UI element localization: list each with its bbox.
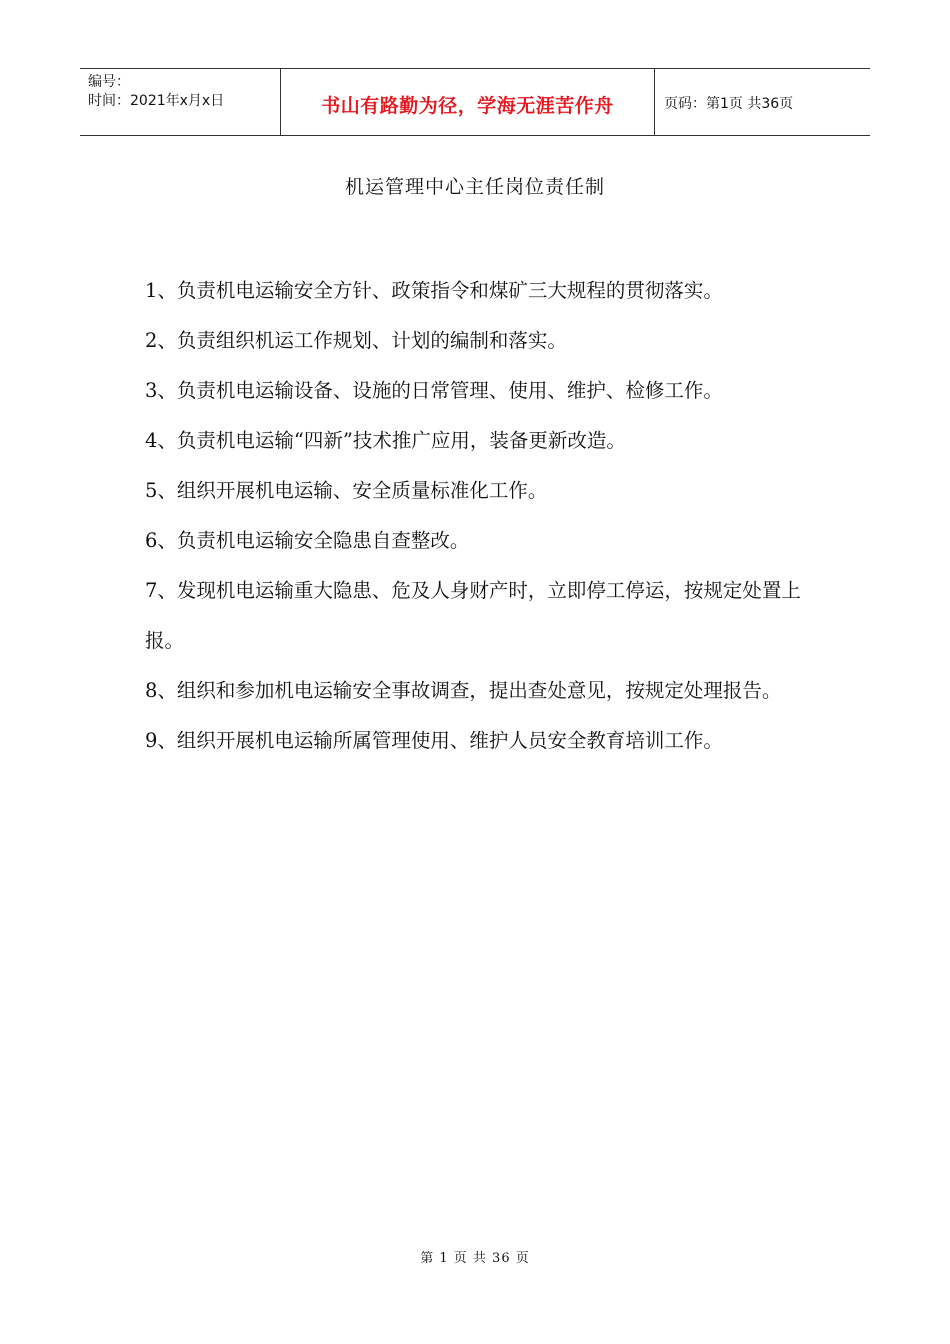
header-meta-cell — [80, 69, 281, 135]
responsibility-item: 1、负责机电运输安全方针、政策指令和煤矿三大规程的贯彻落实。 — [145, 279, 723, 302]
responsibility-item: 2、负责组织机运工作规划、计划的编制和落实。 — [145, 329, 567, 352]
page-footer: 第 1 页 共 36 页 — [420, 1251, 530, 1266]
document-title: 机运管理中心主任岗位责任制 — [344, 176, 605, 198]
header-page-info: 页码：第1页 共36页 — [664, 96, 794, 112]
responsibility-item: 7、发现机电运输重大隐患、危及人身财产时，立即停工停运，按规定处置上报。 — [145, 579, 801, 652]
page-header — [80, 68, 870, 136]
responsibility-item: 5、组织开展机电运输、安全质量标准化工作。 — [145, 479, 548, 502]
document-code-label: 编号： — [88, 74, 130, 90]
header-motto: 书山有路勤为径，学海无涯苦作舟 — [321, 94, 614, 117]
responsibility-item: 3、负责机电运输设备、设施的日常管理、使用、维护、检修工作。 — [145, 379, 723, 402]
responsibility-item: 4、负责机电运输“四新”技术推广应用，装备更新改造。 — [145, 429, 626, 452]
responsibility-list — [145, 266, 810, 766]
header-motto-cell — [281, 69, 655, 135]
responsibility-item: 9、组织开展机电运输所属管理使用、维护人员安全教育培训工作。 — [145, 729, 723, 752]
responsibility-item: 6、负责机电运输安全隐患自查整改。 — [145, 529, 470, 552]
document-time-label: 时间：2021年x月x日 — [88, 93, 225, 109]
responsibility-item: 8、组织和参加机电运输安全事故调查，提出查处意见，按规定处理报告。 — [145, 679, 782, 702]
header-page-cell — [655, 69, 870, 135]
